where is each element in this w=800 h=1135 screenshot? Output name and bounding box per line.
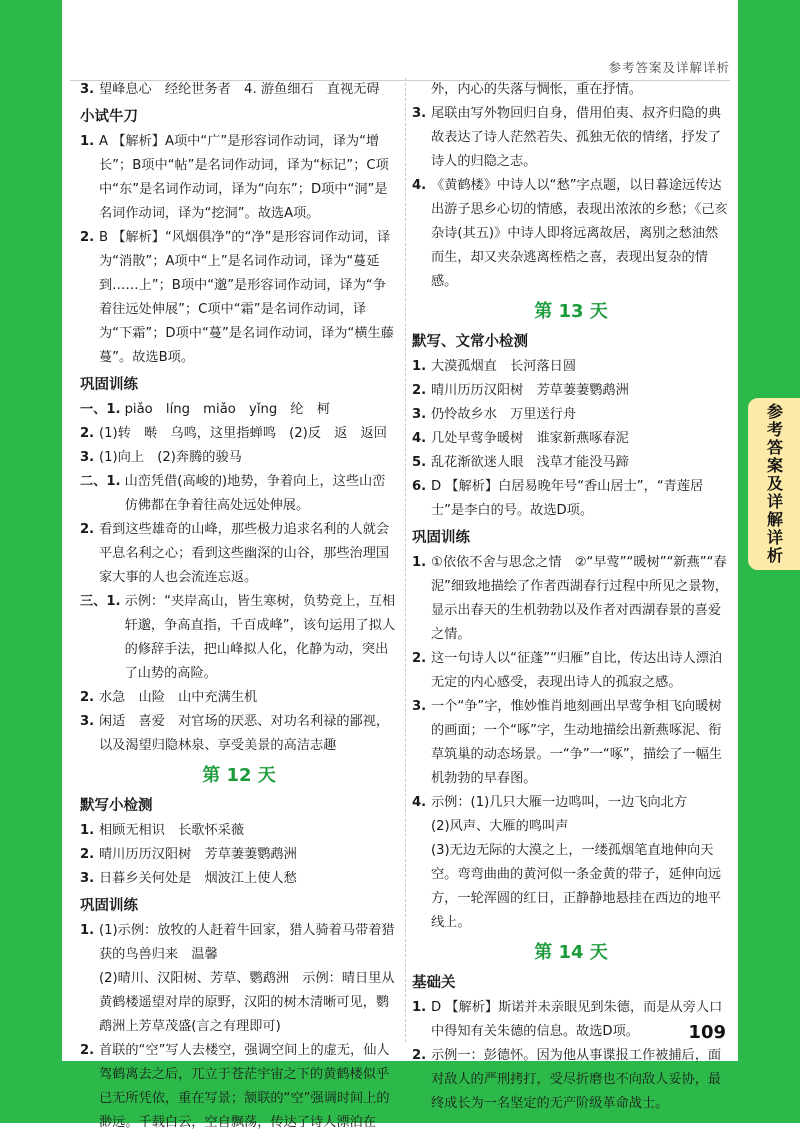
answer-item bbox=[412, 1044, 730, 1116]
side-tab-label: 参考答案及详解详析 bbox=[764, 403, 784, 565]
answer-item bbox=[412, 355, 730, 379]
answer-item bbox=[412, 174, 730, 294]
left-column bbox=[80, 78, 398, 1135]
item-number: 3. bbox=[412, 106, 427, 121]
item-number: 3. bbox=[80, 450, 95, 465]
item-number: 1. bbox=[80, 923, 95, 938]
answer-item bbox=[412, 475, 730, 523]
answer-item bbox=[412, 379, 730, 403]
answer-item bbox=[412, 647, 730, 695]
item-text: 《黄鹤楼》中诗人以“愁”字点题，以日暮途远传达出游子思乡心切的情感，表现出浓浓的乡愁；《己亥杂诗(其五)》中诗人即将远离故居，离别之愁油然而生，却又夹杂逃离桎梏之喜，表现出复杂的情感。 bbox=[431, 178, 728, 289]
item-number: 2. bbox=[412, 651, 427, 666]
answer-item bbox=[80, 819, 398, 843]
answer-item bbox=[80, 422, 398, 446]
section-heading: 巩固训练 bbox=[80, 898, 138, 914]
item-text: 日暮乡关何处是 烟波江上使人愁 bbox=[99, 871, 297, 886]
answer-item bbox=[80, 130, 398, 226]
answer-continuation: (2)风声、大雁的鸣叫声 bbox=[431, 819, 569, 834]
answer-item bbox=[80, 843, 398, 867]
answer-item bbox=[80, 518, 398, 590]
answer-item bbox=[412, 427, 730, 451]
running-header: 参考答案及详解详析 bbox=[608, 60, 730, 75]
column-divider bbox=[405, 78, 406, 1042]
item-number: 1. bbox=[412, 359, 427, 374]
item-number: 2. bbox=[80, 690, 95, 705]
item-text: (1)向上 (2)奔腾的骏马 bbox=[99, 450, 242, 465]
side-tab bbox=[748, 398, 800, 570]
item-text: ①依依不舍与思念之情 ②“早莺”“暖树”“新燕”“春泥”细致地描绘了作者西湖春行过程中所见之景物，显示出春天的生机勃勃以及作者对西湖春景的喜爱之情。 bbox=[431, 555, 728, 642]
item-number: 4. bbox=[412, 178, 427, 193]
answer-item bbox=[80, 867, 398, 891]
item-number: 2. bbox=[80, 522, 95, 537]
answer-item bbox=[80, 686, 398, 710]
answer-continuation: 外，内心的失落与惆怅，重在抒情。 bbox=[431, 82, 642, 97]
section-heading: 基础关 bbox=[412, 975, 456, 991]
section-heading: 巩固训练 bbox=[412, 530, 470, 546]
item-number: 1. bbox=[412, 1000, 427, 1015]
section-heading: 默写、文常小检测 bbox=[412, 334, 528, 350]
item-text: 示例一：彭德怀。因为他从事谍报工作被捕后，面对敌人的严刑拷打，受尽折磨也不向敌人妥协，最终成长为一名坚定的无产阶级革命战士。 bbox=[431, 1048, 722, 1111]
answer-item bbox=[80, 226, 398, 370]
answer-item bbox=[412, 551, 730, 647]
item-text: 大漠孤烟直 长河落日圆 bbox=[431, 359, 577, 374]
item-number: 3. bbox=[80, 714, 95, 729]
item-text: D 【解析】斯诺并未亲眼见到朱德，而是从旁人口中得知有关朱德的信息。故选D项。 bbox=[431, 1000, 723, 1039]
item-text: 几处早莺争暖树 谁家新燕啄春泥 bbox=[431, 431, 629, 446]
item-text: 晴川历历汉阳树 芳草萋萋鹦鹉洲 bbox=[431, 383, 629, 398]
answer-item bbox=[412, 996, 730, 1044]
item-text: 相顾无相识 长歌怀采薇 bbox=[99, 823, 245, 838]
item-text: 尾联由写外物回归自身，借用伯夷、叔齐归隐的典故表达了诗人茫然若失、孤独无依的情绪，抒发了诗人的归隐之志。 bbox=[431, 106, 722, 169]
section-heading: 默写小检测 bbox=[80, 798, 153, 814]
item-text: 首联的“空”写人去楼空，强调空间上的虚无，仙人驾鹤离去之后，兀立于苍茫宇宙之下的黄鹤楼似乎已无所凭依，重在写景；颔联的“空”强调时间上的渺远。千载白云，空自飘荡，传达了诗人漂泊在 bbox=[99, 1043, 390, 1130]
green-border-left bbox=[0, 0, 62, 1123]
item-number: 1. bbox=[412, 555, 427, 570]
item-number: 1. bbox=[80, 823, 95, 838]
item-number: 2. bbox=[412, 1048, 427, 1063]
answer-item bbox=[80, 710, 398, 758]
section-heading: 小试牛刀 bbox=[80, 109, 138, 125]
item-number: 3. bbox=[412, 407, 427, 422]
answer-item bbox=[412, 403, 730, 427]
item-number: 4. bbox=[412, 795, 427, 810]
item-text: piǎo líng miǎo yǐng 纶 柯 bbox=[124, 402, 330, 417]
day-heading: 第 14 天 bbox=[534, 942, 608, 963]
item-text: 闲适 喜爱 对官场的厌恶、对功名利禄的鄙视，以及渴望归隐林泉、享受美景的高洁志趣 bbox=[99, 714, 390, 753]
item-number: 6. bbox=[412, 479, 427, 494]
section-heading: 巩固训练 bbox=[80, 377, 138, 393]
answer-item bbox=[412, 695, 730, 791]
item-text: 看到这些雄奇的山峰，那些极力追求名利的人就会平息名利之心；看到这些幽深的山谷，那些治理国家大事的人也会流连忘返。 bbox=[99, 522, 390, 585]
answer-item bbox=[80, 78, 398, 102]
item-text: B 【解析】“风烟俱净”的“净”是形容词作动词，译为“消散”；A项中“上”是名词作动词，译为“蔓延到……上”；B项中“邈”是形容词作动词，译为“争着往远处伸展”；C项中“霜”是名词作动词，译为“下霜”；D项中“蔓”是名词作动词，译为“横生藤蔓”。故选B项。 bbox=[99, 230, 394, 365]
item-number: 1. bbox=[80, 134, 95, 149]
item-text: 望峰息心 经纶世务者 4. 游鱼细石 直视无碍 bbox=[99, 82, 380, 97]
item-number: 二、1. bbox=[80, 474, 121, 489]
item-text: (1)示例：放牧的人赶着牛回家，猎人骑着马带着猎获的鸟兽归来 温馨 bbox=[99, 923, 395, 962]
answer-continuation: (3)无边无际的大漠之上，一缕孤烟笔直地伸向天空。弯弯曲曲的黄河似一条金黄的带子，延伸向远方，一轮浑圆的红日，正静静地悬挂在西边的地平线上。 bbox=[431, 843, 722, 930]
answer-item bbox=[80, 1039, 398, 1135]
item-number: 2. bbox=[80, 230, 95, 245]
item-text: A 【解析】A项中“广”是形容词作动词，译为“增长”；B项中“帖”是名词作动词，译为“标记”；C项中“东”是名词作动词，译为“向东”；D项中“洞”是名词作动词，译为“挖洞”。故选A项。 bbox=[99, 134, 389, 221]
item-text: 仍怜故乡水 万里送行舟 bbox=[431, 407, 577, 422]
item-text: 一个“争”字，惟妙惟肖地刻画出早莺争相飞向暖树的画面；一个“啄”字，生动地描绘出新燕啄泥、衔草筑巢的动态场景。一“争”一“啄”，描绘了一幅生机勃勃的早春图。 bbox=[431, 699, 723, 786]
answer-item bbox=[80, 919, 398, 967]
answer-item bbox=[80, 446, 398, 470]
item-text: D 【解析】白居易晚年号“香山居士”，“青莲居士”是李白的号。故选D项。 bbox=[431, 479, 704, 518]
item-number: 2. bbox=[412, 383, 427, 398]
item-number: 3. bbox=[80, 82, 95, 97]
item-number: 2. bbox=[80, 426, 95, 441]
answer-item bbox=[80, 470, 398, 518]
item-number: 2. bbox=[80, 1043, 95, 1058]
day-heading: 第 12 天 bbox=[202, 765, 276, 786]
answer-item bbox=[412, 791, 730, 815]
answer-item bbox=[412, 451, 730, 475]
item-number: 3. bbox=[80, 871, 95, 886]
item-number: 4. bbox=[412, 431, 427, 446]
right-column bbox=[412, 78, 730, 1116]
item-text: 示例：(1)几只大雁一边鸣叫，一边飞向北方 bbox=[431, 795, 688, 810]
item-number: 5. bbox=[412, 455, 427, 470]
item-text: 水急 山险 山中充满生机 bbox=[99, 690, 258, 705]
item-text: 乱花渐欲迷人眼 浅草才能没马蹄 bbox=[431, 455, 629, 470]
day-heading: 第 13 天 bbox=[534, 301, 608, 322]
item-number: 一、1. bbox=[80, 402, 121, 417]
item-number: 三、1. bbox=[80, 594, 121, 609]
item-text: 晴川历历汉阳树 芳草萋萋鹦鹉洲 bbox=[99, 847, 297, 862]
item-text: (1)转 啭 乌鸣，这里指蝉鸣 (2)反 返 返回 bbox=[99, 426, 387, 441]
item-text: 这一句诗人以“征蓬”“归雁”自比，传达出诗人漂泊无定的内心感受，表现出诗人的孤寂之感。 bbox=[431, 651, 723, 690]
item-text: 示例：“夹岸高山，皆生寒树，负势竞上，互相轩邈，争高直指，千百成峰”，该句运用了拟人的修辞手法，把山峰拟人化，化静为动，突出了山势的高险。 bbox=[124, 594, 396, 681]
answer-item bbox=[80, 398, 398, 422]
item-text: 山峦凭借(高峻的)地势，争着向上，这些山峦仿佛都在争着往高处远处伸展。 bbox=[124, 474, 386, 513]
answer-item bbox=[80, 590, 398, 686]
item-number: 3. bbox=[412, 699, 427, 714]
answer-item bbox=[412, 102, 730, 174]
page-number: 109 bbox=[688, 1022, 726, 1043]
answer-continuation: (2)晴川、汉阳树、芳草、鹦鹉洲 示例：晴日里从黄鹤楼遥望对岸的原野，汉阳的树木清晰可见，鹦鹉洲上芳草茂盛(言之有理即可) bbox=[99, 971, 395, 1034]
item-number: 2. bbox=[80, 847, 95, 862]
